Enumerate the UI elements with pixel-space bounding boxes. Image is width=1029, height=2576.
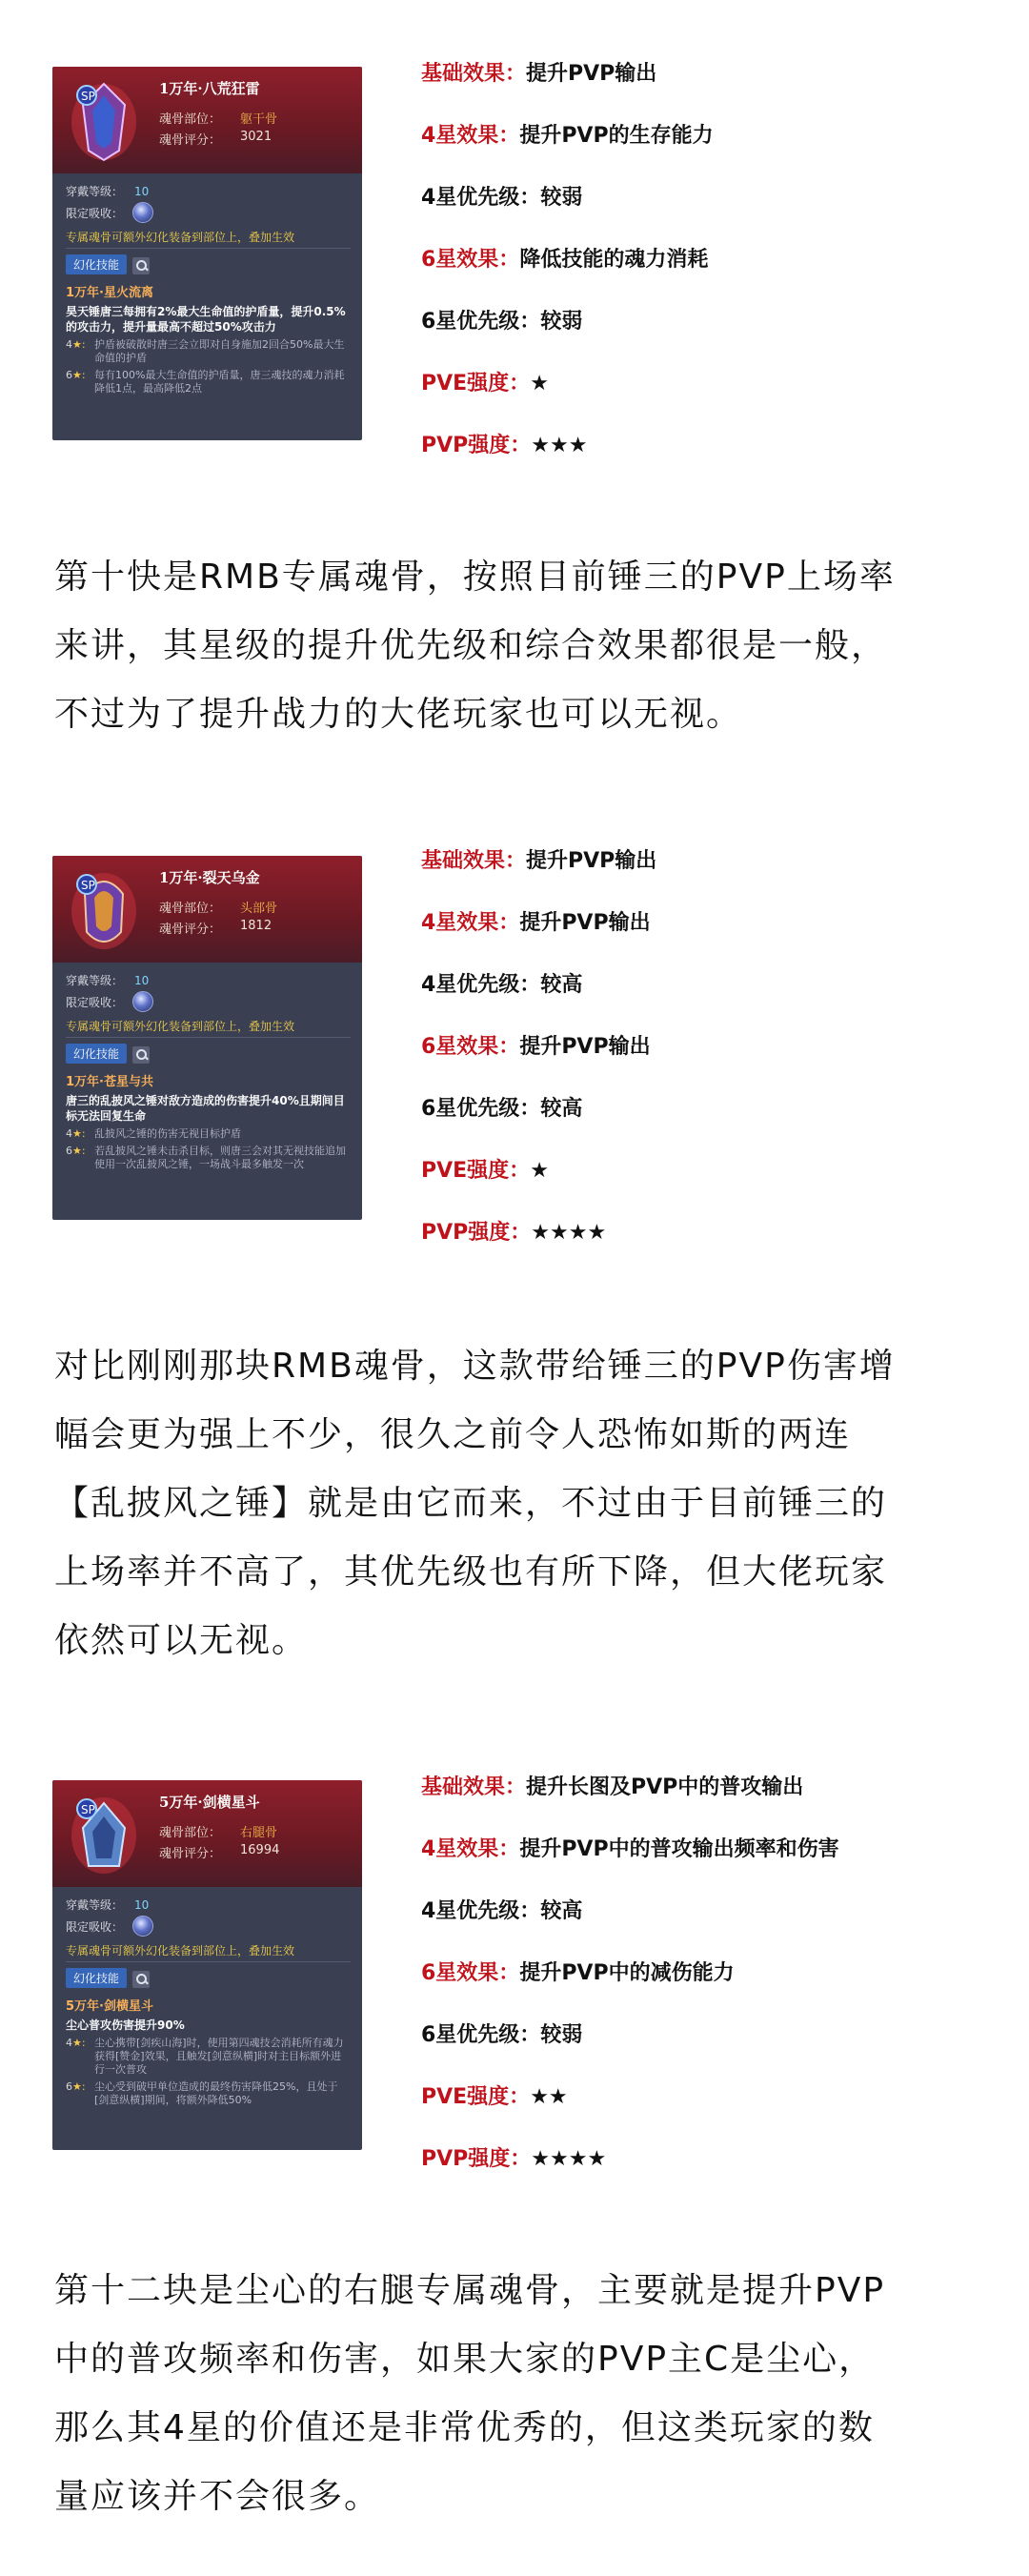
absorb-orb-icon [132,1916,153,1937]
effect-row: 基础效果：提升PVP输出 [421,62,657,86]
card-title: 5万年·剑横星斗 [159,1794,260,1811]
soul-bone-icon [66,865,142,953]
star-6-line: 6★: 尘心受到破甲单位造成的最终伤害降低25%，且处于[剑意纵横]期间，将额外降低50% [66,2080,338,2106]
wear-level-row: 穿戴等级： 10 [66,185,150,198]
svg-text:SP: SP [81,879,95,892]
bone-score-row: 魂骨评分： 3021 [159,130,272,148]
paragraph-3: 第十二块是尘心的右腿专属魂骨，主要就是提升PVP 中的普攻频率和伤害，如果大家的PVP主C是尘心， 那么其4星的价值还是非常优秀的，但这类玩家的数 量应该并不会很多。 [54,2271,886,2516]
effect-row: 6星优先级：较高 [421,1097,583,1121]
effect-row: 6星效果：提升PVP输出 [421,1035,651,1059]
search-icon [132,1046,150,1064]
card-header [52,1780,362,1887]
effect-row: 4星效果：提升PVP中的普攻输出频率和伤害 [421,1837,839,1861]
skill-tag: 幻化技能 [66,254,127,274]
effect-row: 6星效果：降低技能的魂力消耗 [421,248,709,272]
bone-score-row: 魂骨评分： 16994 [159,1843,280,1861]
effect-row: 基础效果：提升PVP输出 [421,849,657,873]
soul-bone-card-2 [52,856,362,1220]
skill-desc: 唐三的乱披风之锤对敌方造成的伤害提升40%且期间目标无法回复生命 [66,1094,345,1123]
absorb-orb-icon [132,991,153,1012]
star-4-line: 4★: 护盾被破散时唐三会立即对自身施加2回合50%最大生命值的护盾 [66,338,345,364]
card-title: 1万年·八荒狂雷 [159,80,260,97]
card-title: 1万年·裂天乌金 [159,869,260,886]
star-4-line: 4★: 尘心携带[剑疾山海]时，使用第四魂技会消耗所有魂力获得[赞金]效果，且触发[剑意纵横]时对主目标额外进行一次普攻 [66,2037,344,2076]
effect-row: PVP强度：★★★★ [421,2147,607,2171]
effect-row: 4星效果：提升PVP输出 [421,911,651,935]
wear-level-row: 穿戴等级： 10 [66,974,150,987]
exclusive-note: 专属魂骨可额外幻化装备到部位上，叠加生效 [66,229,351,249]
absorb-row: 限定吸收： [66,1914,351,1938]
star-6-line: 6★: 每有100%最大生命值的护盾量，唐三魂技的魂力消耗降低1点，最高降低2点 [66,369,345,395]
paragraph-1: 第十快是RMB专属魂骨，按照目前锤三的PVP上场率 来讲，其星级的提升优先级和综合效果都很是一般， 不过为了提升战力的大佬玩家也可以无视。 [54,558,896,734]
card-header [52,67,362,173]
effect-row: 4星优先级：较高 [421,973,583,997]
skill-name: 1万年·星火流离 [66,286,153,300]
effect-row: PVE强度：★ [421,1159,549,1183]
search-icon [132,1971,150,1988]
absorb-row: 限定吸收： [66,200,351,225]
paragraph-2: 对比刚刚那块RMB魂骨，这款带给锤三的PVP伤害增 幅会更为强上不少，很久之前令人恐怖如斯的两连 【乱披风之锤】就是由它而来，不过由于目前锤三的 上场率并不高了，其优先级也有所下降，但大佬玩家 依然可以无视。 [54,1347,896,1660]
skill-name: 1万年·苍星与共 [66,1075,153,1089]
bone-score-row: 魂骨评分： 1812 [159,919,272,937]
soul-bone-icon [66,1790,142,1877]
skill-desc: 昊天锤唐三每拥有2%最大生命值的护盾量，提升0.5%的攻击力，提升量最高不超过50%攻击力 [66,305,346,334]
soul-bone-icon [66,76,142,164]
effect-row: 6星效果：提升PVP中的减伤能力 [421,1961,735,1985]
star-4-line: 4★: 乱披风之锤的伤害无视目标护盾 [66,1127,241,1140]
skill-tag: 幻化技能 [66,1044,127,1064]
absorb-row: 限定吸收： [66,989,351,1014]
absorb-orb-icon [132,202,153,223]
exclusive-note: 专属魂骨可额外幻化装备到部位上，叠加生效 [66,1018,351,1038]
effect-row: 6星优先级：较弱 [421,310,583,334]
effect-row: PVP强度：★★★ [421,434,588,457]
effect-row: 4星效果：提升PVP的生存能力 [421,124,714,148]
effect-row: PVE强度：★★ [421,2085,568,2109]
skill-desc: 尘心普攻伤害提升90% [66,2018,185,2032]
bone-part-row: 魂骨部位： 头部骨 [159,902,278,916]
effect-row: 基础效果：提升长图及PVP中的普攻输出 [421,1775,804,1799]
wear-level-row: 穿戴等级： 10 [66,1898,150,1912]
effect-row: 4星优先级：较弱 [421,186,583,210]
effect-row: PVE强度：★ [421,372,549,396]
effect-row: 4星优先级：较高 [421,1899,583,1923]
svg-text:SP: SP [81,1803,95,1816]
bone-part-row: 魂骨部位： 躯干骨 [159,112,278,127]
effect-row: 6星优先级：较弱 [421,2023,583,2047]
soul-bone-card-1 [52,67,362,440]
card-header [52,856,362,963]
skill-name: 5万年·剑横星斗 [66,1999,153,2014]
soul-bone-card-3 [52,1780,362,2150]
skill-tag: 幻化技能 [66,1968,127,1988]
effect-row: PVP强度：★★★★ [421,1221,607,1245]
search-icon [132,257,150,274]
exclusive-note: 专属魂骨可额外幻化装备到部位上，叠加生效 [66,1942,351,1962]
svg-text:SP: SP [81,90,95,103]
bone-part-row: 魂骨部位： 右腿骨 [159,1826,278,1840]
star-6-line: 6★: 若乱披风之锤未击杀目标，则唐三会对其无视技能追加使用一次乱披风之锤，一场战斗最多触发一次 [66,1145,346,1170]
